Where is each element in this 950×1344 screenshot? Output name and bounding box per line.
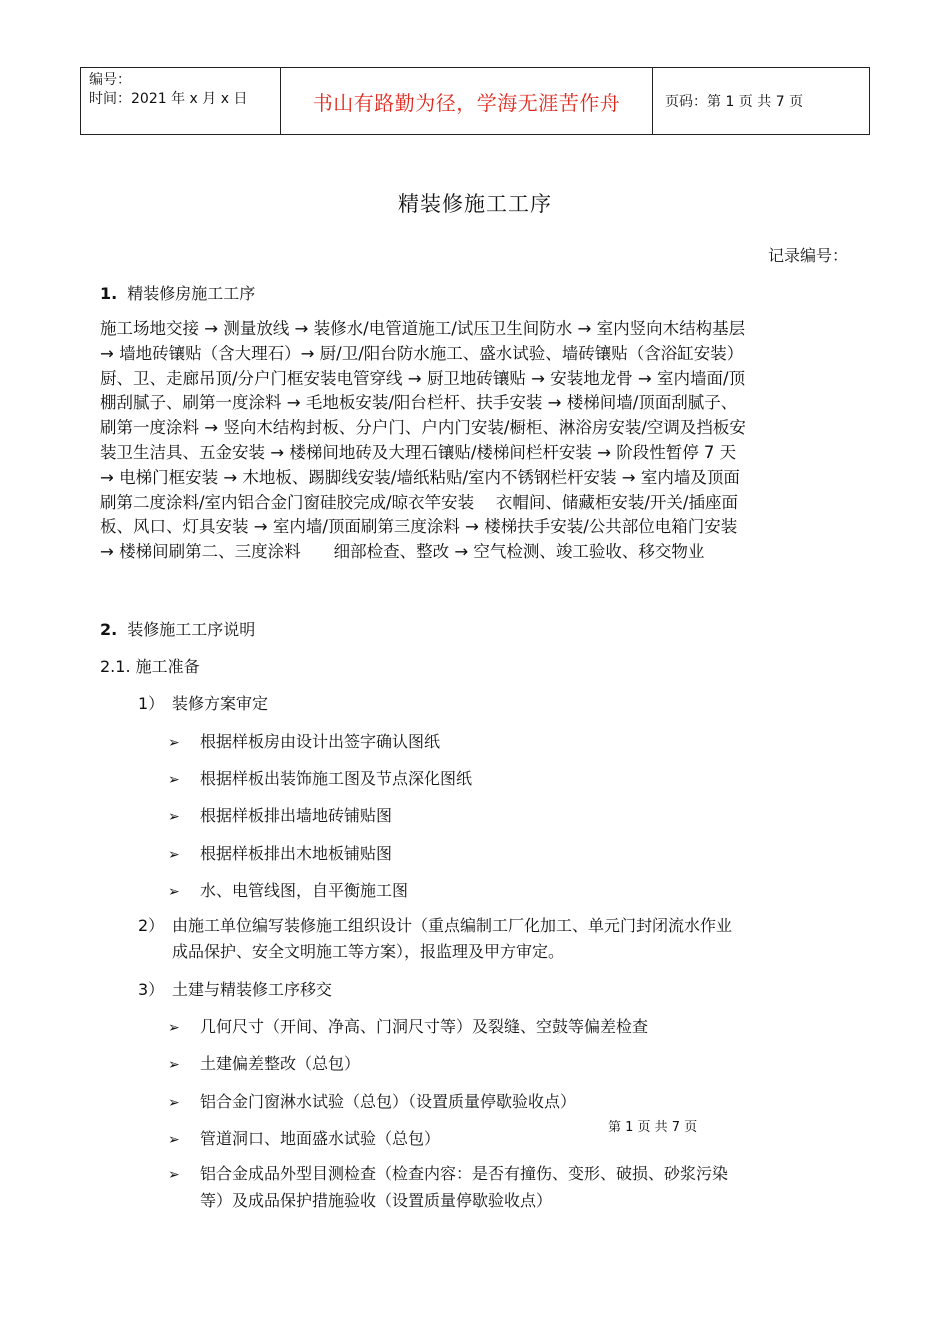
list-item-text: 等）及成品保护措施验收（设置质量停歇验收点） <box>200 1191 553 1210</box>
list-item <box>168 766 472 789</box>
arrow-bullet-icon: ➢ <box>168 1167 180 1183</box>
item-1-number: 1） <box>138 694 165 713</box>
list-item <box>168 1014 648 1037</box>
section-2-title: 装修施工工序说明 <box>127 620 256 639</box>
list-item-text: 根据样板排出木地板铺贴图 <box>200 844 393 863</box>
flow-line: 厨、卫、走廊吊顶/分户门框安装电管穿线 → 厨卫地砖镶贴 → 安装地龙骨 → 室内墙面/顶 <box>100 368 746 388</box>
item-2-number: 2） <box>138 916 165 935</box>
motto: 书山有路勤为径，学海无涯苦作舟 <box>281 68 653 134</box>
flow-line: 棚刮腻子、刷第一度涂料 → 毛地板安装/阳台栏杆、扶手安装 → 楼梯间墙/顶面刮腻子、 <box>100 393 738 413</box>
item-3-number: 3） <box>138 980 165 999</box>
arrow-bullet-icon: ➢ <box>168 1057 180 1073</box>
list-item <box>168 878 408 901</box>
flow-line: 刷第一度涂料 → 竖向木结构封板、分户门、户内门安装/橱柜、淋浴房安装/空调及挡板安 <box>100 418 746 438</box>
header-table <box>80 67 870 135</box>
item-2 <box>138 913 732 965</box>
section-1-heading <box>100 281 255 304</box>
arrow-bullet-icon: ➢ <box>168 1095 180 1111</box>
list-item <box>168 1089 576 1112</box>
arrow-bullet-icon: ➢ <box>168 809 180 825</box>
flow-line: → 电梯门框安装 → 木地板、踢脚线安装/墙纸粘贴/室内不锈钢栏杆安装 → 室内墙及顶面 <box>100 467 740 487</box>
list-item-text: 水、电管线图，自平衡施工图 <box>200 881 409 900</box>
list-item <box>168 1161 728 1214</box>
item-1-text: 装修方案审定 <box>172 694 269 713</box>
flow-line: 板、风口、灯具安装 → 室内墙/顶面刷第三度涂料 → 楼梯扶手安装/公共部位电箱门安装 <box>100 517 738 537</box>
section-1-number: 1. <box>100 284 118 303</box>
list-item-text: 管道洞口、地面盛水试验（总包） <box>200 1129 441 1148</box>
list-item-text: 几何尺寸（开间、净高、门洞尺寸等）及裂缝、空鼓等偏差检查 <box>200 1017 649 1036</box>
item-3-text: 土建与精装修工序移交 <box>172 980 333 999</box>
list-item-text: 根据样板房由设计出签字确认图纸 <box>200 732 441 751</box>
list-item <box>168 841 392 864</box>
item-3 <box>138 977 332 1000</box>
page-footer-note: 第 1 页 共 7 页 <box>608 1120 698 1135</box>
list-item-text: 土建偏差整改（总包） <box>200 1054 361 1073</box>
section-2-heading <box>100 617 255 640</box>
list-item <box>168 729 440 752</box>
list-item-text: 铝合金成品外型目测检查（检查内容：是否有撞伤、变形、破损、砂浆污染 <box>200 1164 729 1183</box>
arrow-bullet-icon: ➢ <box>168 772 180 788</box>
flow-line: 施工场地交接 → 测量放线 → 装修水/电管道施工/试压卫生间防水 → 室内竖向木结构基层 <box>100 319 746 338</box>
list-item-text: 根据样板出装饰施工图及节点深化图纸 <box>200 769 473 788</box>
list-item <box>168 803 392 826</box>
section-1-title: 精装修房施工工序 <box>127 284 256 303</box>
flow-line: → 楼梯间刷第二、三度涂料 细部检查、整改 → 空气检测、竣工验收、移交物业 <box>100 542 705 562</box>
time-label: 时间：2021 年 x 月 x 日 <box>89 91 248 107</box>
arrow-bullet-icon: ➢ <box>168 1132 180 1148</box>
list-item <box>168 1126 440 1149</box>
page-code: 页码：第 1 页 共 7 页 <box>665 94 804 110</box>
flow-line: 刷第二度涂料/室内铝合金门窗硅胶完成/晾衣竿安装 衣帽间、储藏柜安装/开关/插座面 <box>100 492 738 512</box>
arrow-bullet-icon: ➢ <box>168 1020 180 1036</box>
header-left-cell <box>81 68 281 134</box>
record-number: 记录编号： <box>767 246 848 265</box>
item-2-line: 由施工单位编写装修施工组织设计（重点编制工厂化加工、单元门封闭流水作业 <box>172 916 733 935</box>
list-item-text: 铝合金门窗淋水试验（总包）（设置质量停歇验收点） <box>200 1092 577 1111</box>
process-flow <box>100 317 855 565</box>
arrow-bullet-icon: ➢ <box>168 884 180 900</box>
flow-line: 装卫生洁具、五金安装 → 楼梯间地砖及大理石镶贴/楼梯间栏杆安装 → 阶段性暂停 7 天 <box>100 442 737 462</box>
list-item-text: 根据样板排出墙地砖铺贴图 <box>200 806 393 825</box>
section-2-number: 2. <box>100 620 118 639</box>
arrow-bullet-icon: ➢ <box>168 735 180 751</box>
item-2-line: 成品保护、安全文明施工等方案），报监理及甲方审定。 <box>172 942 565 961</box>
number-label: 编号： <box>89 72 131 88</box>
document-title: 精装修施工工序 <box>398 192 552 216</box>
flow-line: → 墙地砖镶贴（含大理石）→ 厨/卫/阳台防水施工、盛水试验、墙砖镶贴（含浴缸安装） <box>100 343 744 363</box>
subsection-2-1: 2.1. 施工准备 <box>100 657 200 676</box>
list-item <box>168 1051 360 1074</box>
item-1 <box>138 691 268 714</box>
arrow-bullet-icon: ➢ <box>168 847 180 863</box>
